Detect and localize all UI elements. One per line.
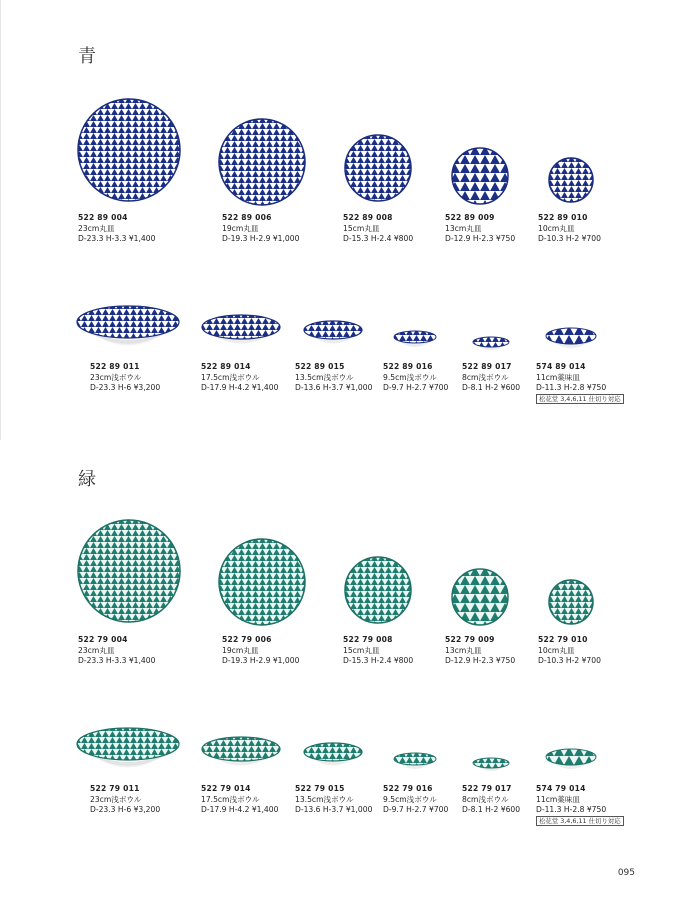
- product-label: [222, 635, 299, 667]
- product-code: 522 79 010: [538, 635, 588, 644]
- product-label: [222, 213, 299, 245]
- product-name: 23cm浅ボウル: [90, 372, 142, 382]
- product-code: 522 79 006: [222, 635, 272, 644]
- blue-bowl-17cm-image: [199, 312, 283, 350]
- blue-plate-10cm-image: [547, 156, 595, 204]
- product-code: 522 89 006: [222, 213, 272, 222]
- compatibility-note: 松花堂 3,4,6,11 仕切り対応: [536, 394, 624, 404]
- product-name: 9.5cm浅ボウル: [383, 372, 437, 382]
- product-spec: D-12.9 H-2.3 ¥750: [445, 234, 516, 243]
- product-label: [538, 635, 601, 667]
- product-code: 522 89 008: [343, 213, 393, 222]
- product-name: 13cm丸皿: [445, 645, 482, 655]
- green-plate-10cm-image: [547, 578, 595, 626]
- product-code: 522 79 008: [343, 635, 393, 644]
- product-code: 522 89 011: [90, 362, 140, 371]
- product-spec: D-23.3 H-6 ¥3,200: [90, 805, 161, 814]
- section-title-blue: 青: [78, 46, 96, 67]
- product-label: [462, 784, 520, 816]
- blue-condiment-dish-image: [544, 326, 598, 354]
- product-name: 11cm薬味皿: [536, 372, 581, 382]
- product-label: [445, 213, 515, 245]
- green-plate-19cm-image: [217, 537, 307, 627]
- product-code: 522 79 009: [445, 635, 495, 644]
- product-spec: D-15.3 H-2.4 ¥800: [343, 656, 414, 665]
- product-name: 19cm丸皿: [222, 645, 259, 655]
- product-spec: D-9.7 H-2.7 ¥700: [383, 805, 449, 814]
- green-bowl-23cm-image: [74, 725, 182, 777]
- product-spec: D-19.3 H-2.9 ¥1,000: [222, 234, 300, 243]
- product-spec: D-17.9 H-4.2 ¥1,400: [201, 805, 279, 814]
- blue-plate-19cm-image: [217, 117, 307, 207]
- product-code: 522 89 004: [78, 213, 128, 222]
- product-spec: D-23.3 H-3.3 ¥1,400: [78, 656, 156, 665]
- product-name: 8cm浅ボウル: [462, 794, 509, 804]
- product-name: 15cm丸皿: [343, 223, 380, 233]
- green-plate-13cm-image: [450, 567, 510, 627]
- green-plate-15cm-image: [343, 555, 413, 625]
- product-code: 522 79 016: [383, 784, 433, 793]
- product-name: 9.5cm浅ボウル: [383, 794, 437, 804]
- product-label: [90, 784, 160, 816]
- product-name: 19cm丸皿: [222, 223, 259, 233]
- product-spec: D-10.3 H-2 ¥700: [538, 234, 601, 243]
- product-label: [383, 362, 448, 394]
- product-label: [78, 213, 155, 245]
- product-name: 13cm丸皿: [445, 223, 482, 233]
- product-name: 17.5cm浅ボウル: [201, 794, 260, 804]
- product-spec: D-9.7 H-2.7 ¥700: [383, 383, 449, 392]
- page-number: 095: [617, 868, 635, 878]
- product-label: [536, 784, 606, 816]
- section-title-green: 緑: [78, 469, 96, 490]
- green-bowl-13cm-image: [301, 741, 365, 771]
- green-bowl-17cm-image: [199, 734, 283, 772]
- green-bowl-9cm-image: [392, 751, 438, 773]
- product-code: 522 89 010: [538, 213, 588, 222]
- product-spec: D-13.6 H-3.7 ¥1,000: [295, 805, 373, 814]
- product-code: 574 79 014: [536, 784, 586, 793]
- compatibility-note: 松花堂 3,4,6,11 仕切り対応: [536, 816, 624, 826]
- product-code: 522 79 014: [201, 784, 251, 793]
- product-spec: D-10.3 H-2 ¥700: [538, 656, 601, 665]
- product-name: 10cm丸皿: [538, 223, 575, 233]
- product-code: 522 79 017: [462, 784, 512, 793]
- product-name: 11cm薬味皿: [536, 794, 581, 804]
- product-label: [78, 635, 155, 667]
- product-name: 23cm浅ボウル: [90, 794, 142, 804]
- product-label: [201, 362, 278, 394]
- blue-plate-13cm-image: [450, 146, 510, 206]
- product-label: [201, 784, 278, 816]
- green-condiment-dish-image: [544, 747, 598, 775]
- product-name: 17.5cm浅ボウル: [201, 372, 260, 382]
- page-edge-rule: [0, 0, 1, 440]
- product-label: [295, 362, 372, 394]
- blue-bowl-13cm-image: [301, 319, 365, 349]
- product-code: 522 89 014: [201, 362, 251, 371]
- green-plate-23cm-image: [76, 518, 182, 624]
- product-spec: D-13.6 H-3.7 ¥1,000: [295, 383, 373, 392]
- product-name: 15cm丸皿: [343, 645, 380, 655]
- product-label: [538, 213, 601, 245]
- green-bowl-8cm-image: [471, 757, 511, 775]
- product-name: 13.5cm浅ボウル: [295, 794, 354, 804]
- product-spec: D-23.3 H-3.3 ¥1,400: [78, 234, 156, 243]
- product-code: 574 89 014: [536, 362, 586, 371]
- product-spec: D-8.1 H-2 ¥600: [462, 383, 521, 392]
- product-spec: D-19.3 H-2.9 ¥1,000: [222, 656, 300, 665]
- product-label: [90, 362, 160, 394]
- product-code: 522 79 015: [295, 784, 345, 793]
- product-code: 522 79 011: [90, 784, 140, 793]
- product-spec: D-15.3 H-2.4 ¥800: [343, 234, 414, 243]
- blue-bowl-9cm-image: [392, 329, 438, 351]
- blue-bowl-8cm-image: [471, 336, 511, 354]
- product-code: 522 89 015: [295, 362, 345, 371]
- product-code: 522 89 017: [462, 362, 512, 371]
- product-spec: D-11.3 H-2.8 ¥750: [536, 805, 607, 814]
- product-code: 522 79 004: [78, 635, 128, 644]
- product-label: [343, 213, 413, 245]
- product-code: 522 89 009: [445, 213, 495, 222]
- product-label: [295, 784, 372, 816]
- product-spec: D-8.1 H-2 ¥600: [462, 805, 521, 814]
- blue-bowl-23cm-image: [74, 303, 182, 355]
- product-label: [445, 635, 515, 667]
- product-name: 23cm丸皿: [78, 223, 115, 233]
- product-code: 522 89 016: [383, 362, 433, 371]
- product-label: [462, 362, 520, 394]
- product-spec: D-17.9 H-4.2 ¥1,400: [201, 383, 279, 392]
- blue-plate-23cm-image: [76, 97, 182, 203]
- product-label: [383, 784, 448, 816]
- product-label: [343, 635, 413, 667]
- blue-plate-15cm-image: [343, 133, 413, 203]
- product-name: 10cm丸皿: [538, 645, 575, 655]
- product-spec: D-11.3 H-2.8 ¥750: [536, 383, 607, 392]
- product-name: 13.5cm浅ボウル: [295, 372, 354, 382]
- product-spec: D-23.3 H-6 ¥3,200: [90, 383, 161, 392]
- product-spec: D-12.9 H-2.3 ¥750: [445, 656, 516, 665]
- product-name: 8cm浅ボウル: [462, 372, 509, 382]
- product-label: [536, 362, 606, 394]
- product-name: 23cm丸皿: [78, 645, 115, 655]
